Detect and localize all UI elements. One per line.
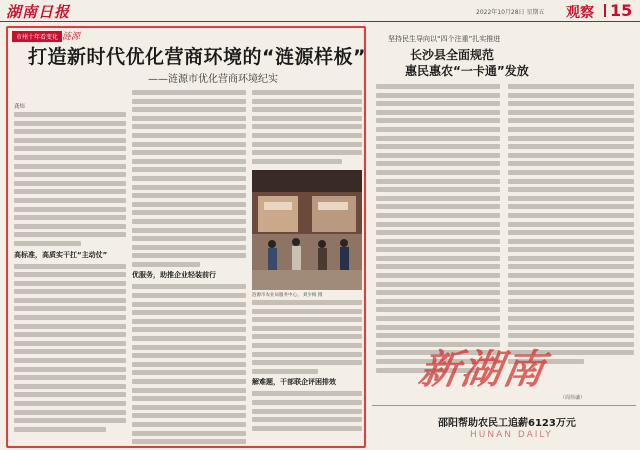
column-name: 涟源 (62, 32, 81, 42)
right-article-title-line2[interactable]: 惠民惠农“一卡通”发放 (405, 64, 529, 78)
text-column-1 (14, 112, 126, 444)
lead-article[interactable] (6, 26, 366, 448)
site-watermark: 新湖南 (415, 346, 550, 393)
masthead (0, 0, 640, 22)
issue-date: 2022年10月28日 星期五 (476, 9, 545, 16)
header-divider (604, 4, 606, 17)
right-article-title[interactable]: 长沙县全面规范 (410, 48, 495, 62)
article-byline: 龚炜 (14, 104, 26, 110)
site-watermark-english: HUNAN DAILY (470, 430, 553, 440)
text-column-2 (132, 90, 246, 444)
section-subhead: 优服务，助推企业轻装前行 (132, 271, 216, 280)
article-photo (252, 170, 362, 290)
right-article-kicker: 坚持民生导向以“四个注重”扎实推进 (388, 35, 501, 43)
section-subhead: 高标准，高质实干扛“主动仗” (14, 250, 108, 259)
article-subtitle: ——涟源市优化营商环境纪实 (148, 74, 278, 85)
bottom-article-title[interactable]: 邵阳帮助农民工追薪6123万元 (438, 418, 576, 429)
text-column-3-bottom (252, 300, 362, 444)
photo-caption: 涟源市农业局服务中心。 刘少梅 摄 (252, 293, 323, 298)
section-name: 观察 (566, 5, 594, 21)
article-divider (372, 405, 636, 406)
right-article-byline: （周伟谦） (560, 395, 586, 401)
newspaper-logo: 湖南日报 (6, 3, 71, 21)
section-subhead: 解难题，干部联企评困排效 (252, 378, 336, 387)
column-tag: 市州十年看变化 (12, 31, 62, 42)
article-title[interactable]: 打造新时代优化营商环境的“涟源样板” (28, 46, 366, 68)
page-number: 15 (610, 1, 633, 20)
text-column-3-top (252, 90, 362, 166)
